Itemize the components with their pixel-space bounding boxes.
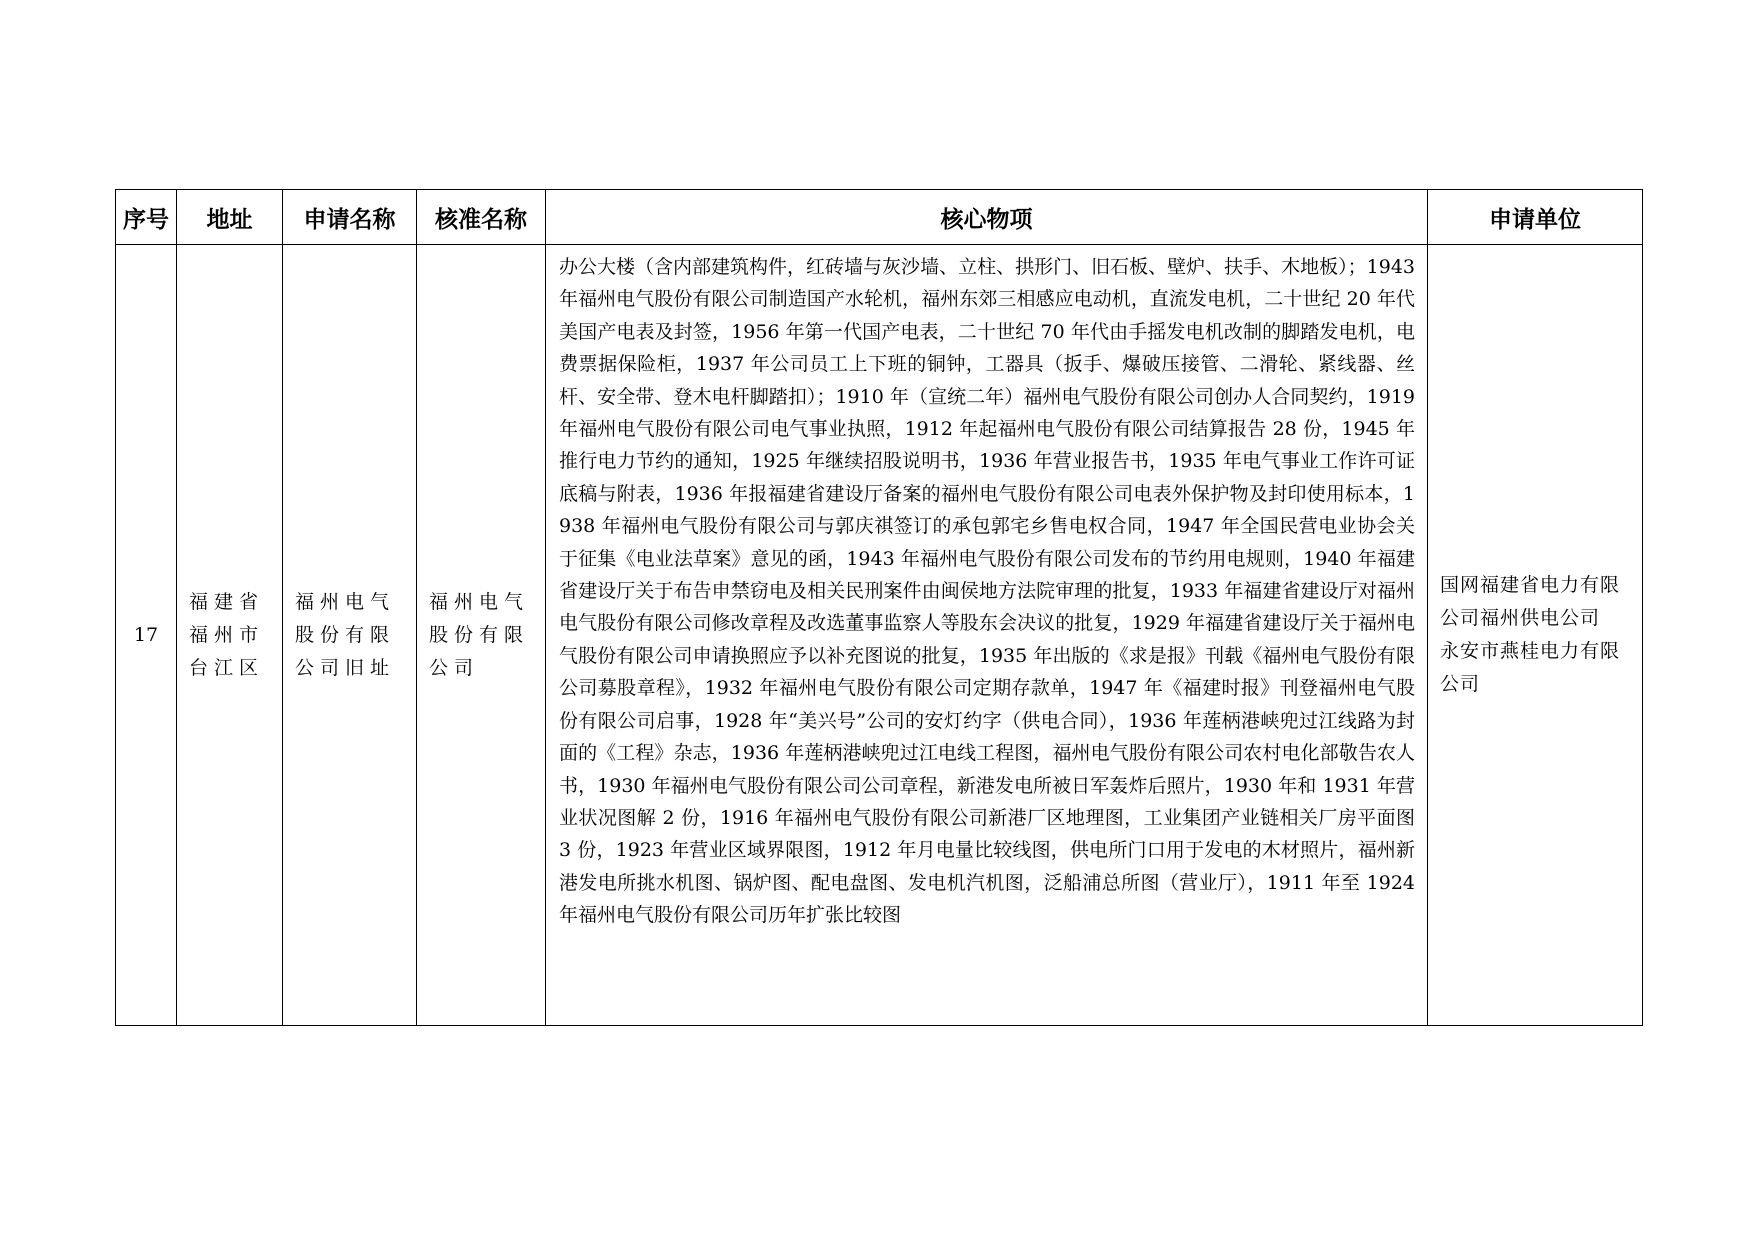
core-items-text: 办公大楼（含内部建筑构件，红砖墙与灰沙墙、立柱、拱形门、旧石板、壁炉、扶手、木地板）；1943 年福州电气股份有限公司制造国产水轮机，福州东郊三相感应电动机，直流发电机，二十世纪 20 年代美国产电表及封签，1956 年第一代国产电表，二十世纪 70 年代由手摇发电机改制的脚踏发电机，电费票据保险柜，1937 年公司员工上下班的铜钟，工器具（扳手、爆破压接管、二滑轮、紧线器、丝杆、安全带、登木电杆脚踏扣）；1910 年（宣统二年）福州电气股份有限公司创办人合同契约，1919 年福州电气股份有限公司电气事业执照，1912 年起福州电气股份有限公司结算报告 28 份，1945 年推行电力节约的通知，1925 年继续招股说明书，1936 年营业报告书，1935 年电气事业工作许可证底稿与附表，1936 年报福建省建设厅备案的福州电气股份有限公司电表外保护物及封印使用标本，1938 年福州电气股份有限公司与郭庆祺签订的承包郭宅乡售电权合同，1947 年全国民营电业协会关于征集《电业法草案》意见的函，1943 年福州电气股份有限公司发布的节约用电规则，1940 年福建省建设厅关于布告申禁窃电及相关民刑案件由闽侯地方法院审理的批复，1933 年福建省建设厅对福州电气股份有限公司修改章程及改选董事监察人等股东会决议的批复，1929 年福建省建设厅关于福州电气股份有限公司申请换照应予以补充图说的批复，1935 年出版的《求是报》刊载《福州电气股份有限公司募股章程》，1932 年福州电气股份有限公司定期存款单，1947 年《福建时报》刊登福州电气股份有限公司启事，1928 年“美兴号”公司的安灯约字（供电合同），1936 年莲柄港峡兜过江线路为封面的《工程》杂志，1936 年莲柄港峡兜过江电线工程图，福州电气股份有限公司农村电化部敬告农人书，1930 年福州电气股份有限公司公司章程，新港发电所被日军轰炸后照片，1930 年和 1931 年营业状况图解 2 份，1916 年福州电气股份有限公司新港厂区地理图，工业集团产业链相关厂房平面图 3 份，1923 年营业区域界限图，1912 年月电量比较线图，供电所门口用于发电的木材照片，福州新港发电所挑水机图、锅炉图、配电盘图、发电机汽机图，泛船浦总所图（营业厅），1911 年至 1924 年福州电气股份有限公司历年扩张比较图 bbox=[559, 256, 1415, 927]
cell-applicant bbox=[1428, 245, 1643, 1026]
header-applied-name: 申请名称 bbox=[283, 190, 417, 245]
applicant-unit-1: 国网福建省电力有限公司福州供电公司 bbox=[1440, 574, 1621, 629]
header-approved-name: 核准名称 bbox=[417, 190, 546, 245]
header-applicant: 申请单位 bbox=[1428, 190, 1643, 245]
cell-applied-name: 福州电气股份有限公司旧址 bbox=[283, 245, 417, 1026]
table-row bbox=[116, 245, 1643, 1026]
cell-core-items bbox=[546, 245, 1428, 1026]
applicant-unit-2: 永安市燕桂电力有限公司 bbox=[1440, 640, 1621, 695]
header-core-items: 核心物项 bbox=[546, 190, 1428, 245]
cell-approved-name: 福州电气股份有限公司 bbox=[417, 245, 546, 1026]
heritage-record-table bbox=[115, 189, 1643, 1026]
cell-address: 福建省福州市台江区 bbox=[177, 245, 283, 1026]
cell-serial-number: 17 bbox=[116, 245, 177, 1026]
header-address: 地址 bbox=[177, 190, 283, 245]
header-serial-number: 序号 bbox=[116, 190, 177, 245]
table-header-row bbox=[116, 190, 1643, 245]
